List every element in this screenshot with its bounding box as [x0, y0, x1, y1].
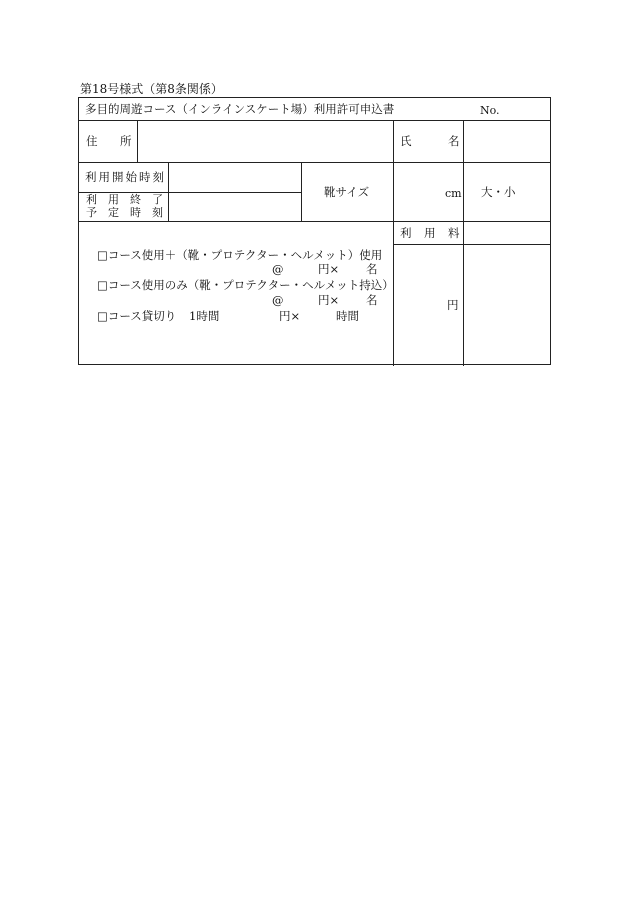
end-time-label-2c: 時 [130, 206, 141, 219]
address-label-char-2: 所 [120, 134, 132, 148]
option1-persons: 名 [366, 262, 378, 276]
cm-unit: cm [445, 187, 462, 200]
number-label: No. [480, 104, 500, 117]
row-divider-3 [79, 221, 550, 222]
end-time-label-2b: 定 [108, 206, 119, 219]
name-column-divider [393, 120, 394, 162]
end-time-label-1a: 利 [86, 193, 97, 206]
application-form-table [78, 97, 551, 365]
name-value-divider [463, 120, 464, 162]
fee-label-char-3: 料 [448, 226, 460, 240]
fee-divider [393, 244, 550, 245]
shoe-size-label: 靴サイズ [324, 185, 370, 199]
size-column-divider [463, 162, 464, 366]
usage-option-course-charter: □コース貸切り [97, 309, 177, 323]
option3-yen-times: 円× [279, 309, 301, 323]
option1-yen-times: 円× [318, 262, 340, 276]
fee-label-char-2: 用 [424, 226, 436, 240]
end-time-label-1d: 了 [152, 193, 163, 206]
address-label-char-1: 住 [86, 134, 98, 148]
option2-persons: 名 [366, 293, 378, 307]
row-divider-2 [79, 162, 550, 163]
size-options: 大・小 [481, 185, 516, 199]
option3-rate: 1時間 [189, 309, 220, 323]
end-time-label-1b: 用 [108, 193, 119, 206]
end-time-label-1c: 終 [130, 193, 141, 206]
yen-unit: 円 [447, 298, 459, 312]
address-label-divider [137, 120, 138, 162]
row-divider-1 [79, 120, 550, 121]
end-time-label-2a: 予 [86, 206, 97, 219]
fee-label-char-1: 利 [400, 226, 412, 240]
shoe-label-left-divider [301, 162, 302, 221]
end-time-label-2d: 刻 [152, 206, 163, 219]
usage-option-full-rental: □コース使用＋（靴・プロテクター・ヘルメット）使用 [97, 248, 383, 262]
name-label-char-1: 氏 [400, 134, 412, 148]
option2-yen-times: 円× [318, 293, 340, 307]
form-title: 多目的周遊コース（インラインスケート場）利用許可申込書 [85, 102, 395, 116]
option1-at: @ [272, 262, 284, 276]
option3-hours: 時間 [336, 309, 359, 323]
shoe-label-right-divider [393, 162, 394, 366]
usage-option-course-only: □コース使用のみ（靴・プロテクター・ヘルメット持込） [97, 278, 394, 292]
time-label-divider [168, 162, 169, 221]
form-number: 第18号様式（第8条関係） [80, 82, 223, 96]
name-label-char-2: 名 [448, 134, 460, 148]
option2-at: @ [272, 293, 284, 307]
start-time-label: 利用開始時刻 [85, 170, 166, 184]
